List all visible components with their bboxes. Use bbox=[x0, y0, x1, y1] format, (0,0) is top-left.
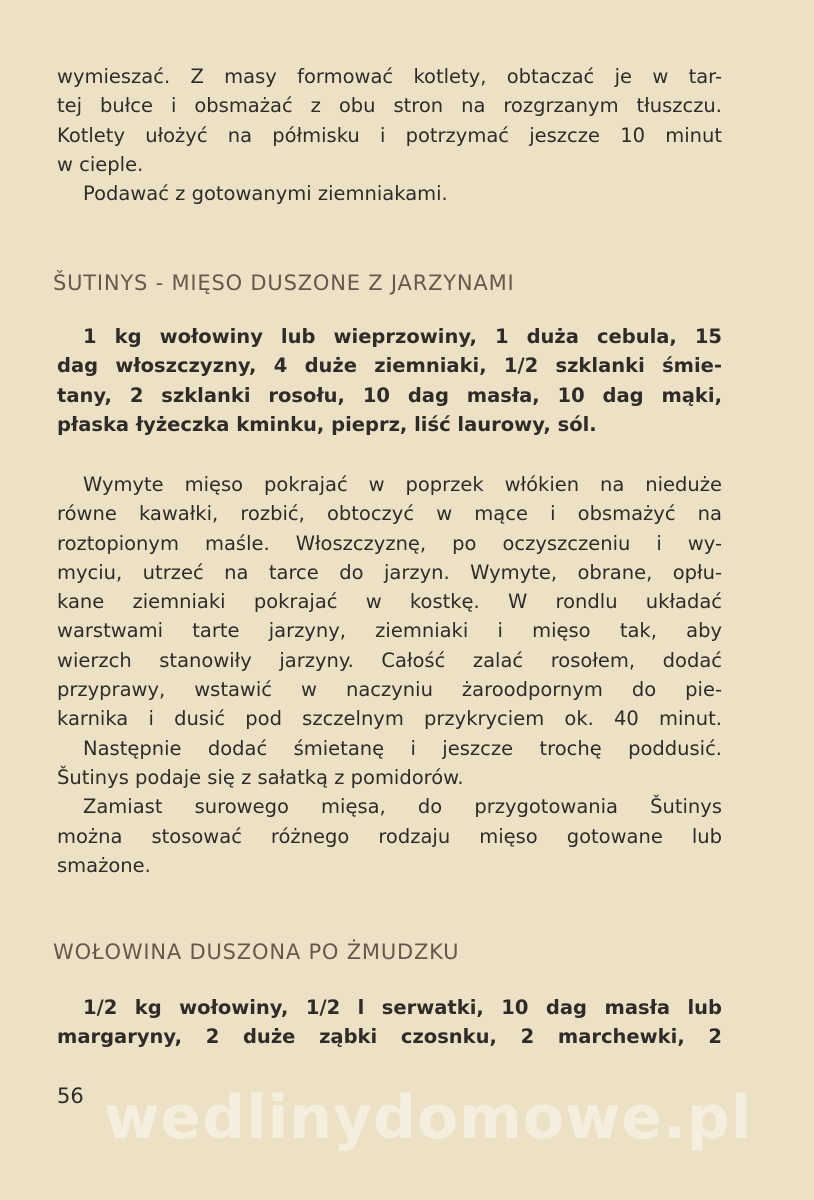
ingredients-list bbox=[57, 322, 722, 439]
text-line: równe kawałki, rozbić, obtoczyć w mące i obsmażyć na bbox=[57, 502, 722, 526]
text-line: wierzch stanowiły jarzyny. Całość zalać rosołem, dodać bbox=[57, 648, 722, 672]
text-line: smażone. bbox=[57, 853, 151, 877]
text-line: warstwami tarte jarzyny, ziemniaki i mięso tak, aby bbox=[57, 619, 722, 643]
text-line: Šutinys podaje się z sałatką z pomidorów. bbox=[57, 765, 464, 789]
text-line: płaska łyżeczka kminku, pieprz, liść laurowy, sól. bbox=[57, 412, 597, 436]
method-paragraph bbox=[57, 470, 722, 880]
text-line: Zamiast surowego mięsa, do przygotowania Šutinys bbox=[83, 795, 722, 819]
text-line: wymieszać. Z masy formować kotlety, obtaczać je w tar- bbox=[57, 65, 722, 88]
recipe-title: ŠUTINYS - MIĘSO DUSZONE Z JARZYNAMI bbox=[53, 271, 515, 295]
text-line: Wymyte mięso pokrajać w poprzek włókien na nieduże bbox=[83, 473, 722, 496]
text-line: Kotlety ułożyć na półmisku i potrzymać jeszcze 10 minut bbox=[57, 123, 722, 147]
text-line: przyprawy, wstawić w naczyniu żaroodpornym do pie- bbox=[57, 678, 722, 702]
intro-paragraph bbox=[57, 62, 722, 208]
text-line: Następnie dodać śmietanę i jeszcze trochę poddusić. bbox=[83, 736, 722, 760]
text-line: można stosować różnego rodzaju mięso gotowane lub bbox=[57, 824, 722, 848]
text-line: 1/2 kg wołowiny, 1/2 l serwatki, 10 dag masła lub bbox=[83, 996, 722, 1019]
watermark: wedlinydomowe.pl bbox=[104, 1083, 753, 1153]
text-line: w cieple. bbox=[57, 152, 144, 176]
ingredients-list bbox=[57, 993, 722, 1052]
text-line: karnika i dusić pod szczelnym przykryciem ok. 40 minut. bbox=[57, 707, 722, 731]
text-line: myciu, utrzeć na tarce do jarzyn. Wymyte, obrane, opłu- bbox=[57, 560, 722, 584]
page-number: 56 bbox=[57, 1084, 84, 1108]
text-line: kane ziemniaki pokrajać w kostkę. W rondlu układać bbox=[57, 590, 722, 614]
text-line: tany, 2 szklanki rosołu, 10 dag masła, 10 dag mąki, bbox=[57, 383, 722, 407]
text-line: dag włoszczyzny, 4 duże ziemniaki, 1/2 szklanki śmie- bbox=[57, 354, 722, 378]
recipe-title: WOŁOWINA DUSZONA PO ŻMUDZKU bbox=[53, 940, 460, 964]
text-line: Podawać z gotowanymi ziemniakami. bbox=[83, 182, 448, 206]
text-line: margaryny, 2 duże ząbki czosnku, 2 marchewki, 2 bbox=[57, 1025, 722, 1049]
text-line: 1 kg wołowiny lub wieprzowiny, 1 duża cebula, 15 bbox=[83, 325, 722, 348]
text-line: tej bułce i obsmażać z obu stron na rozgrzanym tłuszczu. bbox=[57, 94, 722, 118]
text-line: roztopionym maśle. Włoszczyznę, po oczyszczeniu i wy- bbox=[57, 531, 722, 555]
